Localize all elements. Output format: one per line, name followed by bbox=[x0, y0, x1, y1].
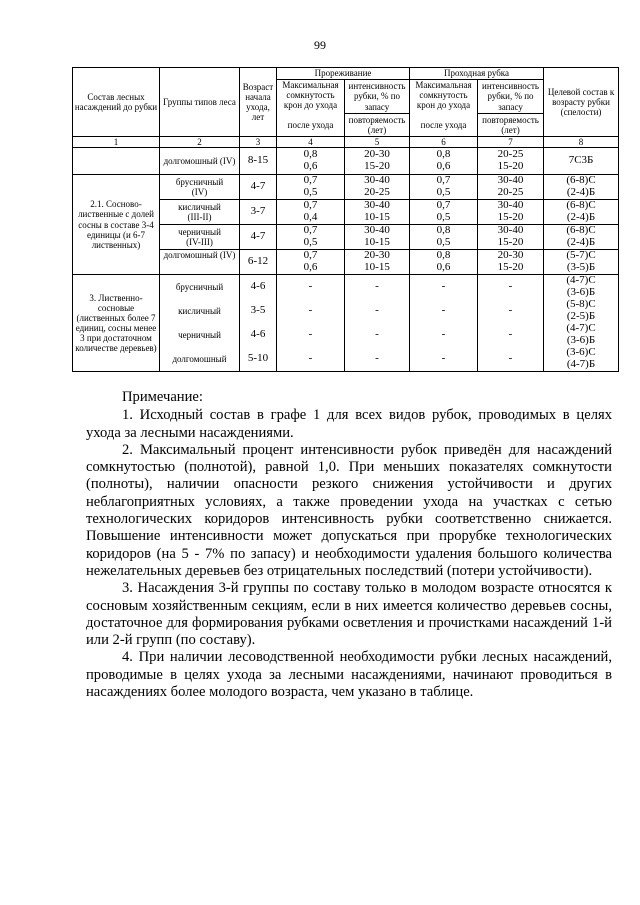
table-row bbox=[73, 175, 619, 200]
cell-c7: 30-40 20-25 bbox=[478, 175, 544, 200]
cell-c4: - bbox=[277, 275, 345, 299]
cell-c6: 0,7 0,5 bbox=[410, 200, 478, 225]
header-sostav: Состав лесных насаждений до рубки bbox=[73, 68, 160, 137]
header-prohodnaya: Проходная рубка bbox=[410, 68, 544, 80]
cell-c5: - bbox=[345, 347, 410, 371]
cell-c8: (6-8)С (2-4)Б bbox=[544, 225, 619, 250]
cell-c5: 30-40 10-15 bbox=[345, 200, 410, 225]
header-gruppy: Группы типов леса bbox=[160, 68, 240, 137]
cell-c6: - bbox=[410, 275, 478, 299]
col-num-5: 5 bbox=[345, 137, 410, 148]
header-prorezhivanie: Прореживание bbox=[277, 68, 410, 80]
cell-c6: - bbox=[410, 299, 478, 323]
cell-c5: - bbox=[345, 275, 410, 299]
cell-c5: 30-40 20-25 bbox=[345, 175, 410, 200]
page-number: 99 bbox=[314, 38, 326, 52]
forest-care-table bbox=[72, 67, 619, 372]
cell-group: черничный bbox=[160, 323, 240, 347]
cell-group: долгомошный (IV) bbox=[160, 250, 240, 275]
header-intens-1: интенсивность рубки, % по запасу bbox=[345, 80, 410, 114]
cell-c6: 0,8 0,5 bbox=[410, 225, 478, 250]
cell-c4: 0,8 0,6 bbox=[277, 148, 345, 175]
header-intens-2: интенсивность рубки, % по запасу bbox=[478, 80, 544, 114]
cell-age: 8-15 bbox=[240, 148, 277, 175]
cell-c8: (4-7)С (3-6)Б bbox=[544, 275, 619, 299]
note-1: 1. Исходный состав в графе 1 для всех видов рубок, проводимых в целях ухода за лесными насаждениями. bbox=[86, 407, 612, 441]
cell-group: брусничный bbox=[160, 275, 240, 299]
cell-group: кисличный (III-II) bbox=[160, 200, 240, 225]
cell-group: долгомошный bbox=[160, 347, 240, 371]
cell-c7: - bbox=[478, 323, 544, 347]
cell-c8: 7С3Б bbox=[544, 148, 619, 175]
col-num-3: 3 bbox=[240, 137, 277, 148]
cell-age: 6-12 bbox=[240, 250, 277, 275]
table-row bbox=[73, 148, 619, 175]
cell-age: 3-5 bbox=[240, 299, 277, 323]
cell-c5: 20-30 15-20 bbox=[345, 148, 410, 175]
cell-c7: 30-40 15-20 bbox=[478, 200, 544, 225]
cell-c4: - bbox=[277, 323, 345, 347]
header-tselevoy: Целевой состав к возрасту рубки (спелости) bbox=[544, 68, 619, 137]
cell-age: 4-7 bbox=[240, 175, 277, 200]
cell-c5: 20-30 10-15 bbox=[345, 250, 410, 275]
cell-c6: 0,7 0,5 bbox=[410, 175, 478, 200]
cell-sostav-empty bbox=[73, 148, 160, 175]
cell-c8: (6-8)С (2-4)Б bbox=[544, 200, 619, 225]
header-posle-1: после ухода bbox=[287, 120, 334, 131]
cell-group: черничный (IV-III) bbox=[160, 225, 240, 250]
cell-c7: 30-40 15-20 bbox=[478, 225, 544, 250]
cell-c7: - bbox=[478, 347, 544, 371]
header-maxsomk-1: Максимальная сомкнутость крон до ухода после ухода bbox=[277, 80, 345, 137]
cell-c4: 0,7 0,6 bbox=[277, 250, 345, 275]
section-2-label: 2.1. Сосново-лиственные с долей сосны в составе 3-4 единицы (и 6-7 лиственных) bbox=[73, 175, 160, 275]
cell-c6: - bbox=[410, 347, 478, 371]
cell-c4: - bbox=[277, 299, 345, 323]
cell-c5: 30-40 10-15 bbox=[345, 225, 410, 250]
col-num-6: 6 bbox=[410, 137, 478, 148]
cell-c5: - bbox=[345, 299, 410, 323]
cell-c8: (3-6)С (4-7)Б bbox=[544, 347, 619, 371]
header-maxsomk-2: Максимальная сомкнутость крон до ухода после ухода bbox=[410, 80, 478, 137]
notes-title: Примечание: bbox=[122, 389, 203, 405]
cell-group: долгомошный (IV) bbox=[160, 148, 240, 175]
cell-c8: (4-7)С (3-6)Б bbox=[544, 323, 619, 347]
cell-c7: 20-25 15-20 bbox=[478, 148, 544, 175]
header-vozrast: Возраст начала ухода, лет bbox=[240, 68, 277, 137]
note-4: 4. При наличии лесоводственной необходимости рубки лесных насаждений, проводимые в целях ухода за лесными насаждениями, начинают проводиться в насаждениях более молодого возраста, чем указано в таблице. bbox=[86, 649, 612, 701]
col-num-2: 2 bbox=[160, 137, 240, 148]
note-3: 3. Насаждения 3-й группы по составу только в молодом возрасте относятся к сосновым хозяйственным секциям, если в них имеется количество деревьев сосны, достаточное для формирования рубками осветления и прочистками насаждений 1-й или 2-й групп (по составу). bbox=[86, 580, 612, 649]
cell-group: брусничный (IV) bbox=[160, 175, 240, 200]
header-posle-2: после ухода bbox=[420, 120, 467, 131]
cell-age: 4-7 bbox=[240, 225, 277, 250]
header-povtor-2: повторяемость (лет) bbox=[478, 114, 544, 137]
header-povtor-1: повторяемость (лет) bbox=[345, 114, 410, 137]
cell-c8: (5-7)С (3-5)Б bbox=[544, 250, 619, 275]
cell-c6: 0,8 0,6 bbox=[410, 148, 478, 175]
cell-age: 5-10 bbox=[240, 347, 277, 371]
cell-c7: - bbox=[478, 299, 544, 323]
cell-c4: - bbox=[277, 347, 345, 371]
cell-c7: - bbox=[478, 275, 544, 299]
section-3-label: 3. Лиственно-сосновые (лиственных более 7 единиц, сосны менее 3 при достаточном количестве деревьев) bbox=[73, 275, 160, 372]
cell-c8: (5-8)С (2-5)Б bbox=[544, 299, 619, 323]
cell-c6: - bbox=[410, 323, 478, 347]
cell-c8: (6-8)С (2-4)Б bbox=[544, 175, 619, 200]
cell-group: кисличный bbox=[160, 299, 240, 323]
cell-c5: - bbox=[345, 323, 410, 347]
table-row bbox=[73, 275, 619, 299]
col-num-1: 1 bbox=[73, 137, 160, 148]
cell-age: 4-6 bbox=[240, 323, 277, 347]
notes-section bbox=[86, 389, 612, 701]
col-num-4: 4 bbox=[277, 137, 345, 148]
col-num-7: 7 bbox=[478, 137, 544, 148]
cell-c4: 0,7 0,5 bbox=[277, 225, 345, 250]
cell-age: 4-6 bbox=[240, 275, 277, 299]
cell-c4: 0,7 0,5 bbox=[277, 175, 345, 200]
col-num-8: 8 bbox=[544, 137, 619, 148]
cell-c4: 0,7 0,4 bbox=[277, 200, 345, 225]
cell-c6: 0,8 0,6 bbox=[410, 250, 478, 275]
cell-c7: 20-30 15-20 bbox=[478, 250, 544, 275]
cell-age: 3-7 bbox=[240, 200, 277, 225]
note-2: 2. Максимальный процент интенсивности рубок приведён для насаждений сомкнутостью (полнотой), равной 1,0. При меньших показателях сомкнутости (полноты), наличии опасности резкого снижения устойчивости и других неблагоприятных условиях, а также проведении ухода на участках с сетью технологических коридоров интенсивность рубки соответственно снижается. Повышение интенсивности может допускаться при прорубке технологических коридоров (на 5 - 7% по запасу) и необходимости удаления большого количества нежелательных деревьев без отрицательных последствий (потери устойчивости). bbox=[86, 441, 612, 579]
